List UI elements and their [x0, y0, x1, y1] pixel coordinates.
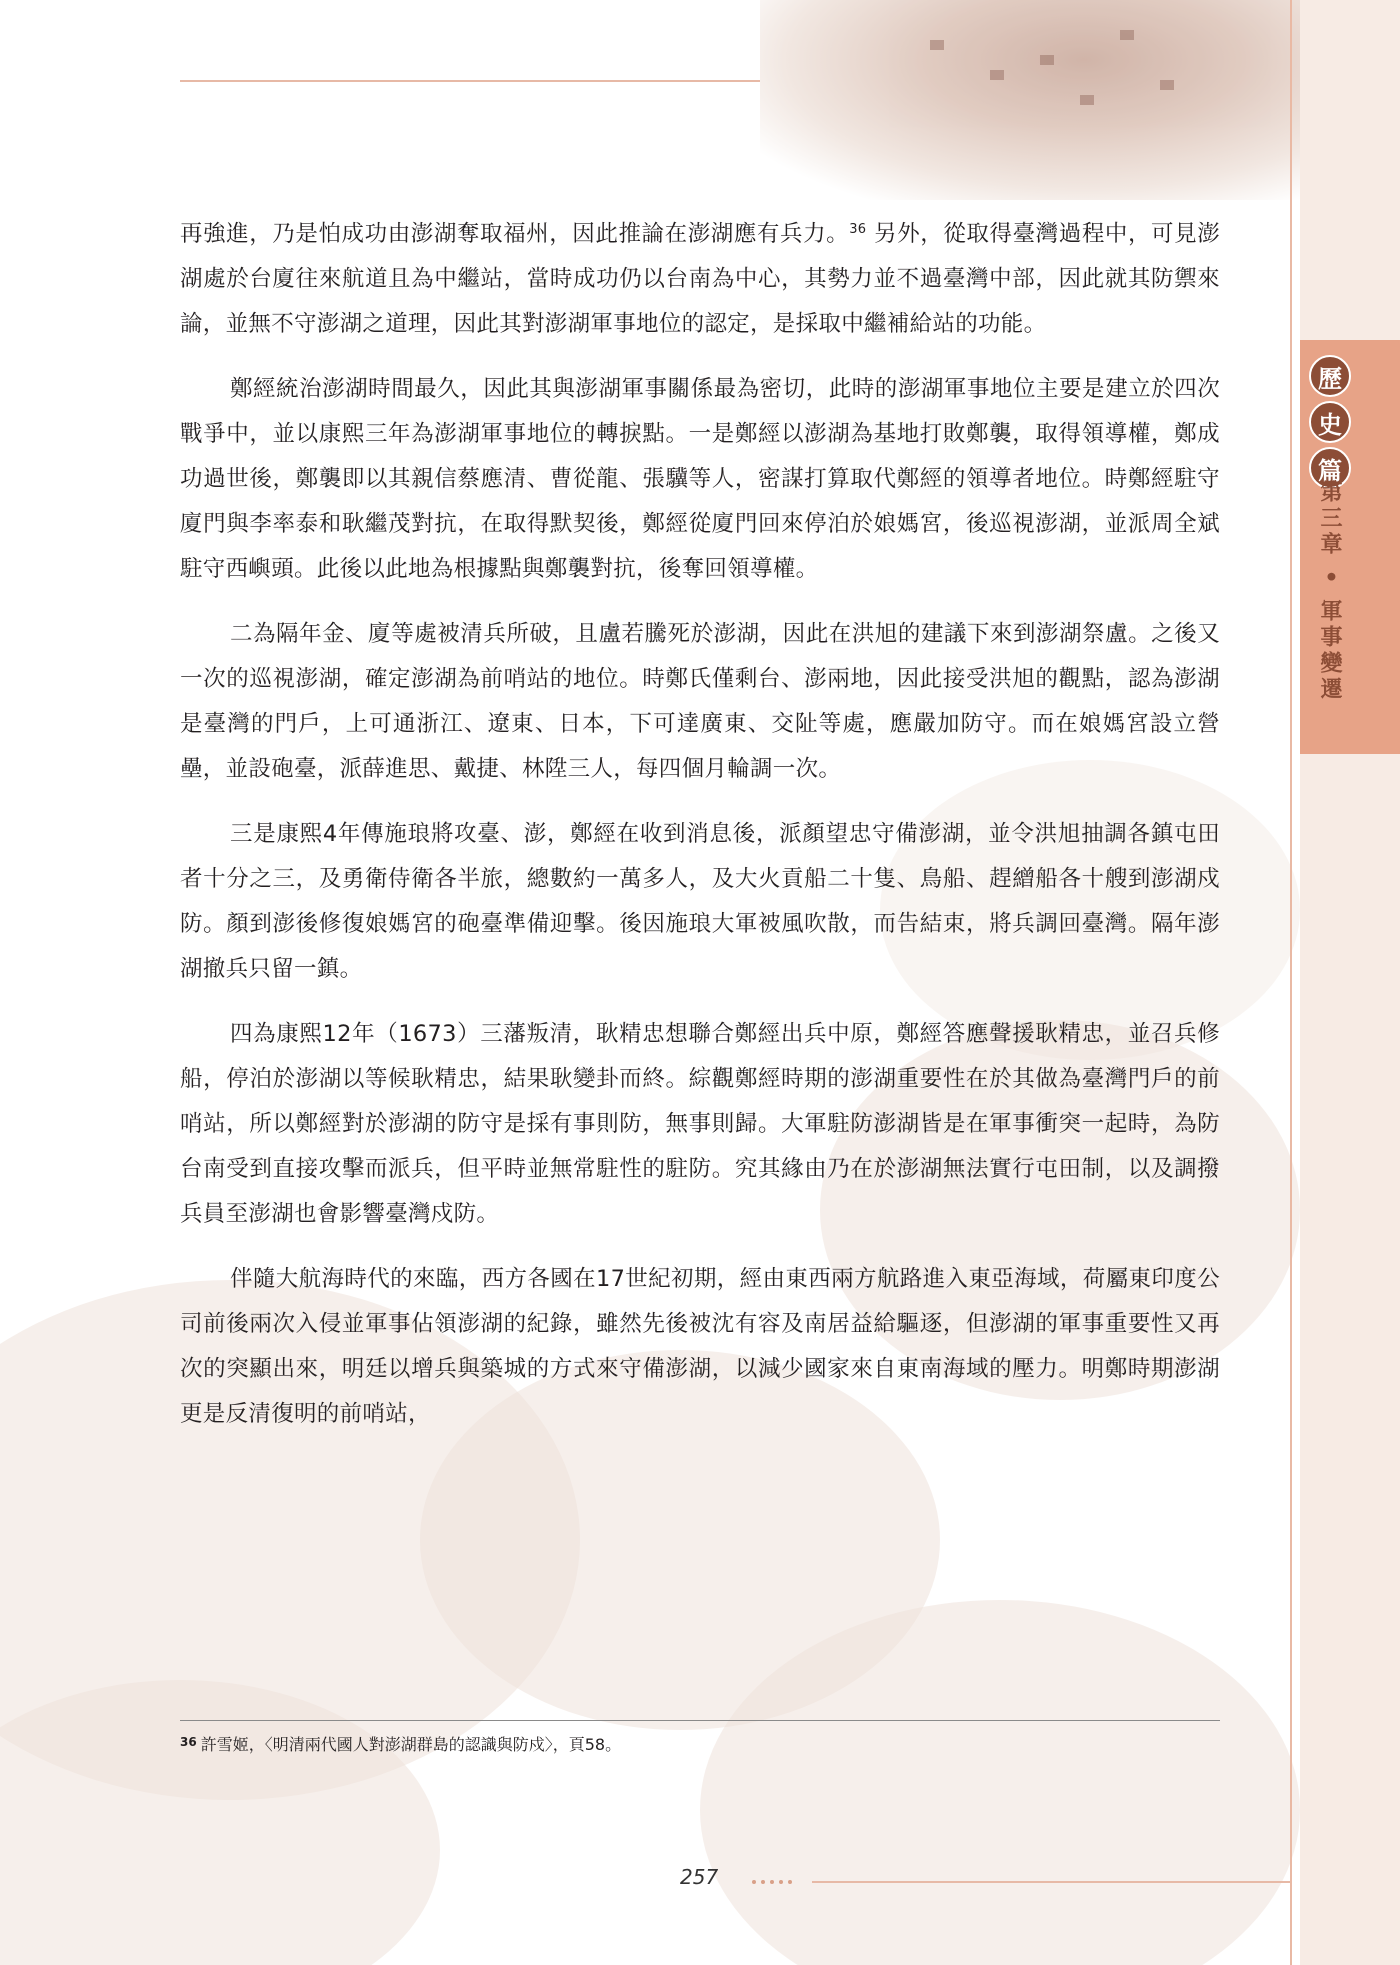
paragraph: 鄭經統治澎湖時間最久，因此其與澎湖軍事關係最為密切，此時的澎湖軍事地位主要是建立於四次戰爭中，並以康熙三年為澎湖軍事地位的轉捩點。一是鄭經以澎湖為基地打敗鄭襲，取得領導權，鄭成功過世後，鄭襲即以其親信蔡應清、曹從龍、張驥等人，密謀打算取代鄭經的領導者地位。時鄭經駐守廈門與李率泰和耿繼茂對抗，在取得默契後，鄭經從廈門回來停泊於娘媽宮，後巡視澎湖，並派周全斌駐守西嶼頭。此後以此地為根據點與鄭襲對抗，後奪回領導權。	[180, 376, 1220, 582]
side-divider	[1290, 0, 1292, 1965]
header-map-illustration	[760, 0, 1300, 200]
section-badge: 歷	[1309, 355, 1351, 397]
section-badge: 史	[1309, 401, 1351, 443]
footnote-text: 許雪姬，〈明清兩代國人對澎湖群島的認識與防戍〉，頁58。	[200, 1735, 622, 1754]
body-text	[180, 212, 1220, 1457]
page-number: 257	[680, 1865, 719, 1889]
paragraph: 二為隔年金、廈等處被清兵所破，且盧若騰死於澎湖，因此在洪旭的建議下來到澎湖祭盧。之後又一次的巡視澎湖，確定澎湖為前哨站的地位。時鄭氏僅剩台、澎兩地，因此接受洪旭的觀點，認為澎湖是臺灣的門戶，上可通浙江、遼東、日本，下可達廣東、交阯等處，應嚴加防守。而在娘媽宮設立營壘，並設砲臺，派薛進思、戴捷、林陞三人，每四個月輪調一次。	[180, 621, 1220, 782]
section-badges	[1310, 355, 1350, 489]
paragraph: 伴隨大航海時代的來臨，西方各國在17世紀初期，經由東西兩方航路進入東亞海域，荷屬東印度公司前後兩次入侵並軍事佔領澎湖的紀錄，雖然先後被沈有容及南居益給驅逐，但澎湖的軍事重要性又再次的突顯出來，明廷以增兵與築城的方式來守備澎湖，以減少國家來自東南海域的壓力。明鄭時期澎湖更是反清復明的前哨站，	[180, 1266, 1220, 1427]
paragraph: 四為康熙12年（1673）三藩叛清，耿精忠想聯合鄭經出兵中原，鄭經答應聲援耿精忠，並召兵修船，停泊於澎湖以等候耿精忠，結果耿變卦而終。綜觀鄭經時期的澎湖重要性在於其做為臺灣門戶的前哨站，所以鄭經對於澎湖的防守是採有事則防，無事則歸。大軍駐防澎湖皆是在軍事衝突一起時，為防台南受到直接攻擊而派兵，但平時並無常駐性的駐防。究其緣由乃在於澎湖無法實行屯田制，以及調撥兵員至澎湖也會影響臺灣戍防。	[180, 1021, 1220, 1227]
side-margin	[1300, 0, 1400, 1965]
section-badge: 篇	[1309, 447, 1351, 489]
footnote-divider	[180, 1720, 1220, 1721]
header-rule	[180, 80, 760, 82]
footnote	[180, 1730, 1220, 1757]
footnote-number: 36	[180, 1735, 197, 1749]
footer-rule	[812, 1881, 1290, 1883]
paragraph: 再強進，乃是怕成功由澎湖奪取福州，因此推論在澎湖應有兵力。$^{36}$ 另外，從取得臺灣過程中，可見澎湖處於台廈往來航道且為中繼站，當時成功仍以台南為中心，其勢力並不過臺灣中部，因此就其防禦來論，並無不守澎湖之道理，因此其對澎湖軍事地位的認定，是採取中繼補給站的功能。	[180, 221, 1220, 337]
paragraph: 三是康熙4年傳施琅將攻臺、澎，鄭經在收到消息後，派顏望忠守備澎湖，並令洪旭抽調各鎮屯田者十分之三，及勇衛侍衛各半旅，總數約一萬多人，及大火貢船二十隻、鳥船、趕繒船各十艘到澎湖戍防。顏到澎後修復娘媽宮的砲臺準備迎擊。後因施琅大軍被風吹散，而告結束，將兵調回臺灣。隔年澎湖撤兵只留一鎮。	[180, 821, 1220, 982]
footnote-ref[interactable]: 36	[849, 222, 867, 237]
page-dots	[752, 1880, 792, 1884]
chapter-title: 第三章 • 軍事變遷	[1317, 480, 1343, 704]
